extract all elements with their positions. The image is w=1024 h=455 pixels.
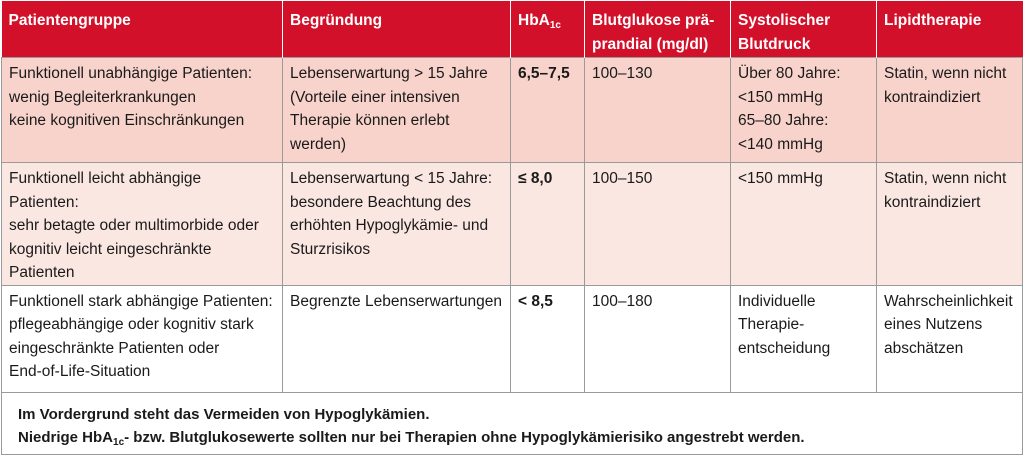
therapy-goals-table [1, 1, 1023, 455]
header-blutglukose: Blutglukose prä- prandial (mg/dl) [585, 1, 731, 58]
table-row [2, 285, 1023, 392]
cell-patientengruppe: Funktionell stark abhängige Patienten: pflegeabhängige oder kognitiv stark eingeschränkte Patienten oder End-of-Life-Situation [2, 285, 283, 392]
cell-lipidtherapie: Statin, wenn nicht kontraindiziert [877, 163, 1023, 286]
header-lipidtherapie: Lipidtherapie [877, 1, 1023, 58]
therapy-goals-table-container [1, 1, 1022, 455]
cell-begruendung: Lebenserwartung < 15 Jahre: besondere Beachtung des erhöhten Hypoglykämie- und Sturzrisikos [283, 163, 511, 286]
cell-begruendung: Begrenzte Lebenserwartungen [283, 285, 511, 392]
cell-blutglukose: 100–150 [585, 163, 731, 286]
header-hba1c: HbA$_{1c}$ [511, 1, 585, 58]
footer-note [2, 392, 1023, 454]
footer-line-2: Niedrige HbA$_{1c}$- bzw. Blutglukosewerte sollten nur bei Therapien ohne Hypoglykämierisiko angestrebt werden. [18, 428, 805, 448]
cell-lipidtherapie: Wahrscheinlichkeit eines Nutzens abschätzen [877, 285, 1023, 392]
cell-begruendung: Lebenserwartung > 15 Jahre (Vorteile einer intensiven Therapie können erlebt werden) [283, 58, 511, 163]
cell-lipidtherapie: Statin, wenn nicht kontraindiziert [877, 58, 1023, 163]
cell-blutglukose: 100–180 [585, 285, 731, 392]
cell-hba1c: ≤ 8,0 [511, 163, 585, 286]
table-row [2, 58, 1023, 163]
cell-hba1c: 6,5–7,5 [511, 58, 585, 163]
cell-blutdruck: Über 80 Jahre: <150 mmHg 65–80 Jahre: <140 mmHg [731, 58, 877, 163]
footer-line-1: Im Vordergrund steht das Vermeiden von Hypoglykämien. [18, 405, 430, 423]
header-blutdruck: Systolischer Blutdruck [731, 1, 877, 58]
cell-hba1c: < 8,5 [511, 285, 585, 392]
table-header-row [2, 1, 1023, 58]
cell-patientengruppe: Funktionell unabhängige Patienten: wenig Begleiterkrankungen keine kognitiven Einschränkungen [2, 58, 283, 163]
cell-blutglukose: 100–130 [585, 58, 731, 163]
header-patientengruppe: Patientengruppe [2, 1, 283, 58]
cell-blutdruck: <150 mmHg [731, 163, 877, 286]
table-row [2, 163, 1023, 286]
header-begruendung: Begründung [283, 1, 511, 58]
cell-patientengruppe: Funktionell leicht abhängige Patienten: sehr betagte oder multimorbide oder kognitiv leicht eingeschränkte Patienten [2, 163, 283, 286]
table-footer-row [2, 392, 1023, 454]
cell-blutdruck: Individuelle Therapie- entscheidung [731, 285, 877, 392]
